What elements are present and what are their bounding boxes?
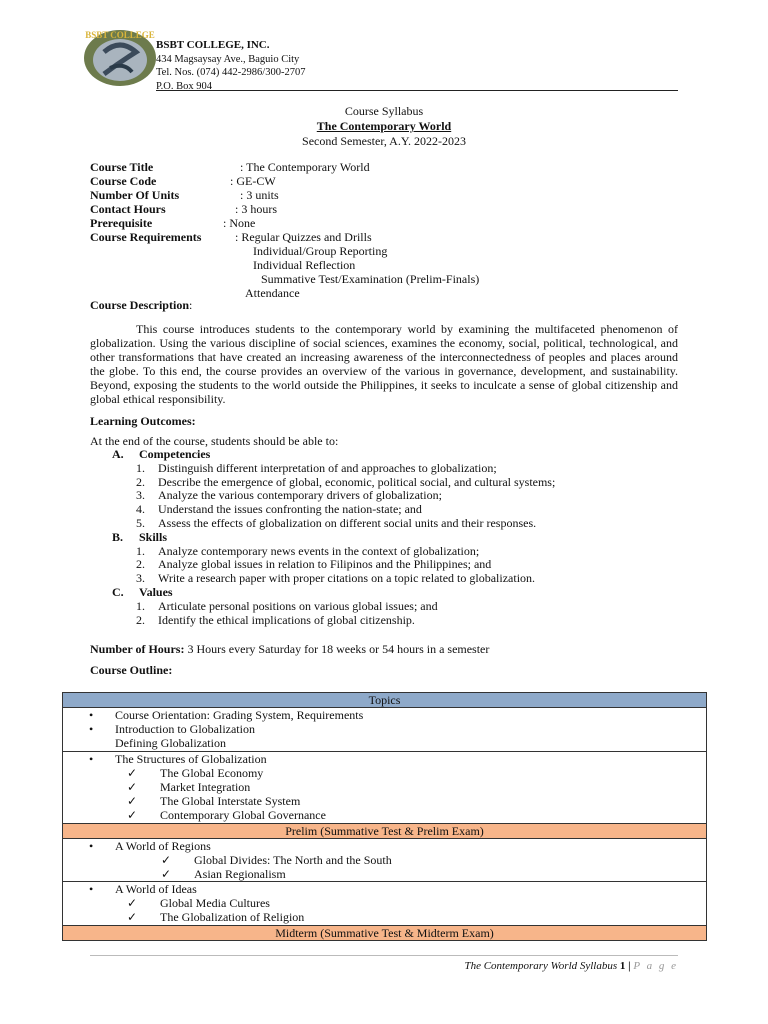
outcome-item-text: Articulate personal positions on various global issues; and: [158, 598, 438, 613]
outcome-item-text: Identify the ethical implications of global citizenship.: [158, 612, 415, 627]
topic-line: [63, 794, 706, 808]
heading-course-name: The Contemporary World: [316, 119, 452, 133]
topic-text: Defining Globalization: [115, 736, 226, 751]
outcome-item-text: Understand the issues confronting the nation-state; and: [158, 502, 422, 517]
topic-text: The Global Interstate System: [160, 794, 301, 809]
topic-text: Asian Regionalism: [194, 866, 286, 881]
outcome-item-number: 1.: [136, 598, 145, 613]
outcome-item-number: 3.: [136, 488, 145, 503]
bullet-icon: •: [89, 708, 94, 722]
topic-text: A World of Regions: [115, 838, 211, 853]
course-description-title: Course Description:: [90, 298, 193, 312]
outcome-item-number: 2.: [136, 557, 145, 572]
bullet-icon: •: [89, 722, 94, 737]
topic-line: [63, 766, 706, 780]
bullet-icon: •: [89, 882, 94, 897]
outcome-item-number: 2.: [136, 474, 145, 489]
outcome-section-title: Values: [139, 584, 173, 599]
topic-cell: [63, 882, 707, 926]
requirement-item: Individual/Group Reporting: [253, 244, 388, 258]
checkmark-icon: ✓: [161, 866, 172, 881]
letterhead: [156, 39, 305, 93]
heading-semester: Second Semester, A.Y. 2022-2023: [302, 134, 466, 148]
logo-text: BSBT COLLEGE: [85, 30, 155, 40]
topic-line: [63, 896, 706, 910]
topic-line: [63, 780, 706, 794]
topic-line: [63, 882, 706, 896]
learning-outcomes-title: Learning Outcomes:: [90, 414, 196, 428]
outcome-section-letter: A.: [112, 447, 124, 461]
topic-line: [63, 722, 706, 736]
requirement-item: Attendance: [245, 286, 300, 300]
outcome-section-letter: B.: [112, 529, 124, 544]
checkmark-icon: ✓: [127, 794, 138, 809]
topic-text: Global Divides: The North and the South: [194, 852, 392, 867]
college-logo: [80, 22, 160, 88]
topic-line: [63, 752, 706, 766]
topic-line: [63, 708, 706, 722]
outcome-item-text: Assess the effects of globalization on different social units and their responses.: [158, 515, 537, 530]
college-po-box: P.O. Box 904: [156, 80, 213, 92]
requirement-item: Summative Test/Examination (Prelim-Finals): [261, 272, 480, 286]
course-info-value: : 3 units: [240, 188, 279, 202]
course-outline-title: Course Outline:: [90, 663, 173, 677]
topic-text: The Globalization of Religion: [160, 910, 305, 925]
outcome-item-number: 2.: [136, 612, 145, 627]
exam-band: Midterm (Summative Test & Midterm Exam): [63, 925, 707, 940]
syllabus-heading: [90, 104, 678, 149]
number-of-hours: Number of Hours: 3 Hours every Saturday for 18 weeks or 54 hours in a semester: [90, 642, 490, 656]
learning-outcomes-intro: At the end of the course, students should be able to:: [90, 434, 339, 448]
college-name: BSBT COLLEGE, INC.: [156, 39, 270, 51]
topic-text: The Global Economy: [160, 765, 264, 780]
outcome-section-letter: C.: [112, 584, 124, 599]
checkmark-icon: ✓: [161, 852, 172, 867]
topic-cell: [63, 708, 707, 752]
topic-line: [63, 853, 706, 867]
course-info-value: : GE-CW: [230, 174, 276, 188]
letterhead-divider: [156, 90, 678, 91]
page-word: P a g e: [633, 960, 678, 972]
outcome-item-text: Write a research paper with proper citations on a topic related to globalization.: [158, 571, 536, 586]
checkmark-icon: ✓: [127, 910, 138, 925]
course-info-label: Course Code: [90, 174, 157, 188]
page-footer: [464, 960, 678, 972]
college-address: 434 Magsaysay Ave., Baguio City: [156, 53, 300, 65]
course-info-label: Prerequisite: [90, 216, 153, 230]
outcome-item-text: Analyze contemporary news events in the context of globalization;: [158, 543, 480, 558]
outcome-section-title: Competencies: [139, 447, 211, 461]
topic-line: [63, 808, 706, 822]
footer-divider: [90, 955, 678, 956]
outcome-item-text: Analyze global issues in relation to Filipinos and the Philippines; and: [158, 557, 492, 572]
topic-text: A World of Ideas: [115, 882, 197, 897]
outcome-item-number: 5.: [136, 515, 145, 530]
topic-line: [63, 867, 706, 881]
topic-line: [63, 910, 706, 924]
course-outline-table: [62, 692, 707, 941]
topic-text: Market Integration: [160, 779, 251, 794]
course-info-label: Course Requirements: [90, 230, 202, 244]
outcome-item-text: Describe the emergence of global, economic, political social, and cultural systems;: [158, 474, 556, 489]
checkmark-icon: ✓: [127, 808, 138, 823]
exam-band: Prelim (Summative Test & Prelim Exam): [63, 823, 707, 838]
topic-cell: [63, 751, 707, 823]
outcome-item-text: Analyze the various contemporary drivers of globalization;: [158, 488, 442, 503]
checkmark-icon: ✓: [127, 765, 138, 780]
requirement-item: Individual Reflection: [253, 258, 356, 272]
course-info-value: : The Contemporary World: [240, 160, 370, 174]
topic-text: The Structures of Globalization: [115, 751, 267, 766]
course-info-label: Number Of Units: [90, 188, 180, 202]
course-info-value: : None: [223, 216, 256, 230]
topic-text: Global Media Cultures: [160, 896, 270, 911]
course-info-value: : Regular Quizzes and Drills: [235, 230, 372, 244]
outcome-item-number: 1.: [136, 543, 145, 558]
outcome-item-number: 1.: [136, 460, 145, 475]
outcome-item-number: 4.: [136, 502, 145, 517]
heading-line-1: Course Syllabus: [344, 104, 424, 118]
topic-text: Course Orientation: Grading System, Requirements: [115, 708, 364, 722]
course-info-label: Contact Hours: [90, 202, 166, 216]
checkmark-icon: ✓: [127, 779, 138, 794]
course-description-text: This course introduces students to the contemporary world by examining the multifaceted phenomenon of globalization. Using the various discipline of social sciences, examines the economy, social, political, technological, and other transformations that have created an increasing awareness of the interconnectedness of peoples and places around the globe. To this end, the course provides an overview of the various in governance, development, and sustainability. Beyond, exposing the students to the world outside the Philippines, it seeks to inculcate a sense of global citizenship and global ethical responsibility.: [90, 322, 678, 406]
footer-title: The Contemporary World Syllabus: [464, 960, 618, 972]
topic-cell: [63, 838, 707, 882]
bullet-icon: •: [89, 751, 94, 766]
topic-text: Contemporary Global Governance: [160, 808, 326, 823]
topic-line: [63, 736, 706, 750]
course-info-value: : 3 hours: [235, 202, 277, 216]
topics-header: Topics: [63, 693, 707, 708]
outcome-item-number: 3.: [136, 571, 145, 586]
topic-line: [63, 839, 706, 853]
checkmark-icon: ✓: [127, 896, 138, 911]
bullet-icon: •: [89, 838, 94, 853]
outcome-item-text: Distinguish different interpretation of and approaches to globalization;: [158, 460, 497, 475]
college-telephone: Tel. Nos. (074) 442-2986/300-2707: [156, 67, 306, 78]
course-info-label: Course Title: [90, 160, 154, 174]
topic-text: Introduction to Globalization: [115, 722, 255, 737]
outcome-section-title: Skills: [139, 529, 168, 544]
footer-separator: |: [628, 960, 631, 972]
page-number: 1: [619, 960, 626, 972]
